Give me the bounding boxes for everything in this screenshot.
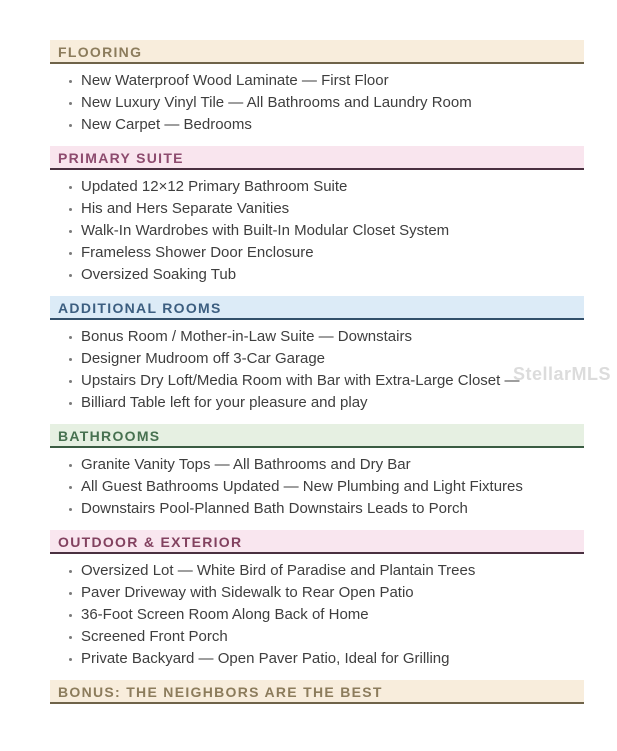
section-header: PRIMARY SUITE bbox=[50, 146, 584, 170]
list-item: Screened Front Porch bbox=[50, 626, 584, 648]
list-item: Billiard Table left for your pleasure and play bbox=[50, 392, 584, 414]
list-item: Private Backyard — Open Paver Patio, Ideal for Grilling bbox=[50, 648, 584, 670]
list-item: Upstairs Dry Loft/Media Room with Bar with Extra-Large Closet — bbox=[50, 370, 584, 392]
section-item-list bbox=[50, 176, 584, 286]
list-item: 36-Foot Screen Room Along Back of Home bbox=[50, 604, 584, 626]
section-item-list bbox=[50, 454, 584, 520]
section-header: BATHROOMS bbox=[50, 424, 584, 448]
stellar-mls-watermark: StellarMLS bbox=[513, 364, 612, 384]
feature-sheet bbox=[50, 40, 584, 704]
list-item: Downstairs Pool-Planned Bath Downstairs Leads to Porch bbox=[50, 498, 584, 520]
section-header: FLOORING bbox=[50, 40, 584, 64]
list-item: New Carpet — Bedrooms bbox=[50, 114, 584, 136]
list-item: Bonus Room / Mother-in-Law Suite — Downstairs bbox=[50, 326, 584, 348]
list-item: Frameless Shower Door Enclosure bbox=[50, 242, 584, 264]
list-item: Granite Vanity Tops — All Bathrooms and Dry Bar bbox=[50, 454, 584, 476]
feature-section bbox=[50, 40, 584, 136]
feature-section bbox=[50, 146, 584, 286]
list-item: Paver Driveway with Sidewalk to Rear Open Patio bbox=[50, 582, 584, 604]
feature-section bbox=[50, 530, 584, 670]
feature-section bbox=[50, 424, 584, 520]
list-item: New Waterproof Wood Laminate — First Floor bbox=[50, 70, 584, 92]
list-item: His and Hers Separate Vanities bbox=[50, 198, 584, 220]
list-item: Updated 12×12 Primary Bathroom Suite bbox=[50, 176, 584, 198]
feature-section bbox=[50, 680, 584, 704]
section-item-list bbox=[50, 326, 584, 414]
section-header: OUTDOOR & EXTERIOR bbox=[50, 530, 584, 554]
section-header: BONUS: THE NEIGHBORS ARE THE BEST bbox=[50, 680, 584, 704]
feature-section bbox=[50, 296, 584, 414]
list-item: Walk-In Wardrobes with Built-In Modular Closet System bbox=[50, 220, 584, 242]
section-item-list bbox=[50, 560, 584, 670]
list-item: New Luxury Vinyl Tile — All Bathrooms and Laundry Room bbox=[50, 92, 584, 114]
list-item: Designer Mudroom off 3-Car Garage bbox=[50, 348, 584, 370]
section-item-list bbox=[50, 70, 584, 136]
list-item: Oversized Lot — White Bird of Paradise and Plantain Trees bbox=[50, 560, 584, 582]
list-item: All Guest Bathrooms Updated — New Plumbing and Light Fixtures bbox=[50, 476, 584, 498]
list-item: Oversized Soaking Tub bbox=[50, 264, 584, 286]
section-header: ADDITIONAL ROOMS bbox=[50, 296, 584, 320]
